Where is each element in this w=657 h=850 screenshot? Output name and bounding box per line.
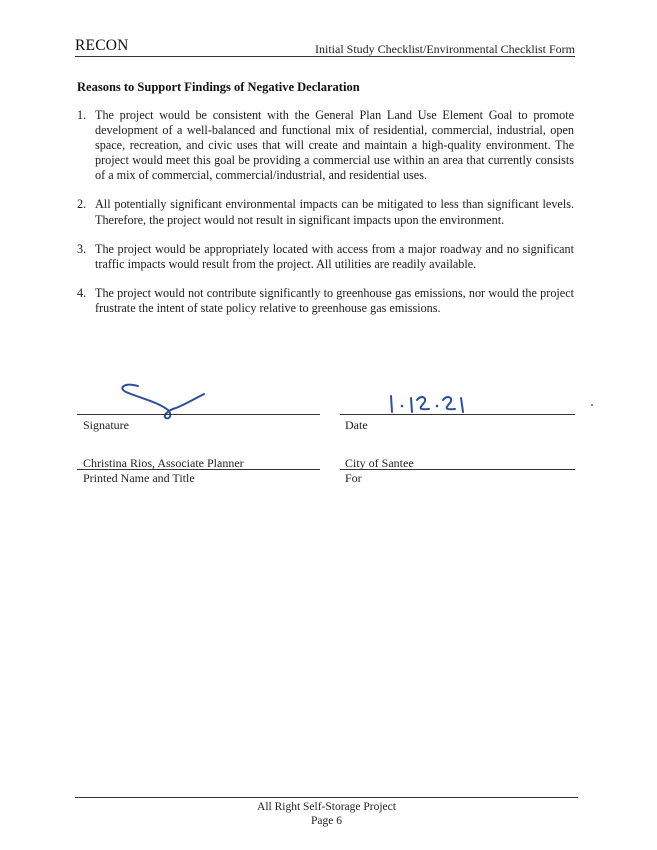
reason-number: 3. bbox=[77, 241, 87, 256]
section-heading: Reasons to Support Findings of Negative Declaration bbox=[77, 80, 360, 94]
reason-text: The project would be appropriately located with access from a major roadway and no significant traffic impacts would result from the project. All utilities are readily available. bbox=[95, 241, 574, 271]
reason-number: 1. bbox=[77, 108, 87, 122]
footer-rule bbox=[75, 797, 578, 798]
reason-number: 4. bbox=[77, 285, 87, 300]
footer-project: All Right Self-Storage Project bbox=[257, 801, 396, 813]
printed-name-label: Printed Name and Title bbox=[83, 471, 195, 485]
header-title: Initial Study Checklist/Environmental Checklist Form bbox=[315, 42, 575, 56]
header-rule bbox=[75, 56, 575, 57]
recon-logo: RECON bbox=[75, 37, 129, 54]
date-line bbox=[340, 414, 575, 415]
reason-number: 2. bbox=[77, 197, 87, 212]
reason-item-2 bbox=[77, 197, 574, 227]
printed-name-line bbox=[77, 469, 320, 470]
signature-line bbox=[77, 414, 320, 415]
reason-item-1 bbox=[77, 108, 574, 183]
reason-item-3 bbox=[77, 242, 574, 272]
for-line bbox=[340, 469, 575, 470]
reason-text: The project would be consistent with the General Plan Land Use Element Goal to promote development of a well-balanced and functional mix of residential, commercial, industrial, open space, recreation, and civic uses that will create and maintain a high-quality environment. The project would meet this goal be providing a commercial use within an area that currently consists of a mix of commercial, commercial/industrial, and residential uses. bbox=[95, 108, 574, 183]
stray-mark bbox=[591, 404, 593, 406]
printed-name-value: Christina Rios, Associate Planner bbox=[83, 456, 244, 470]
reason-text: The project would not contribute significantly to greenhouse gas emissions, nor would the project frustrate the intent of state policy relative to greenhouse gas emissions. bbox=[95, 285, 574, 315]
for-label: For bbox=[345, 471, 362, 485]
reasons-list bbox=[77, 108, 574, 330]
date-label: Date bbox=[345, 418, 368, 432]
footer-page-number: Page 6 bbox=[311, 815, 342, 827]
for-value: City of Santee bbox=[345, 456, 414, 470]
reason-text: All potentially significant environmental impacts can be mitigated to less than significant levels. Therefore, the project would not result in significant impacts upon the environment. bbox=[95, 197, 574, 227]
signature-label: Signature bbox=[83, 418, 129, 432]
reason-item-4 bbox=[77, 286, 574, 316]
